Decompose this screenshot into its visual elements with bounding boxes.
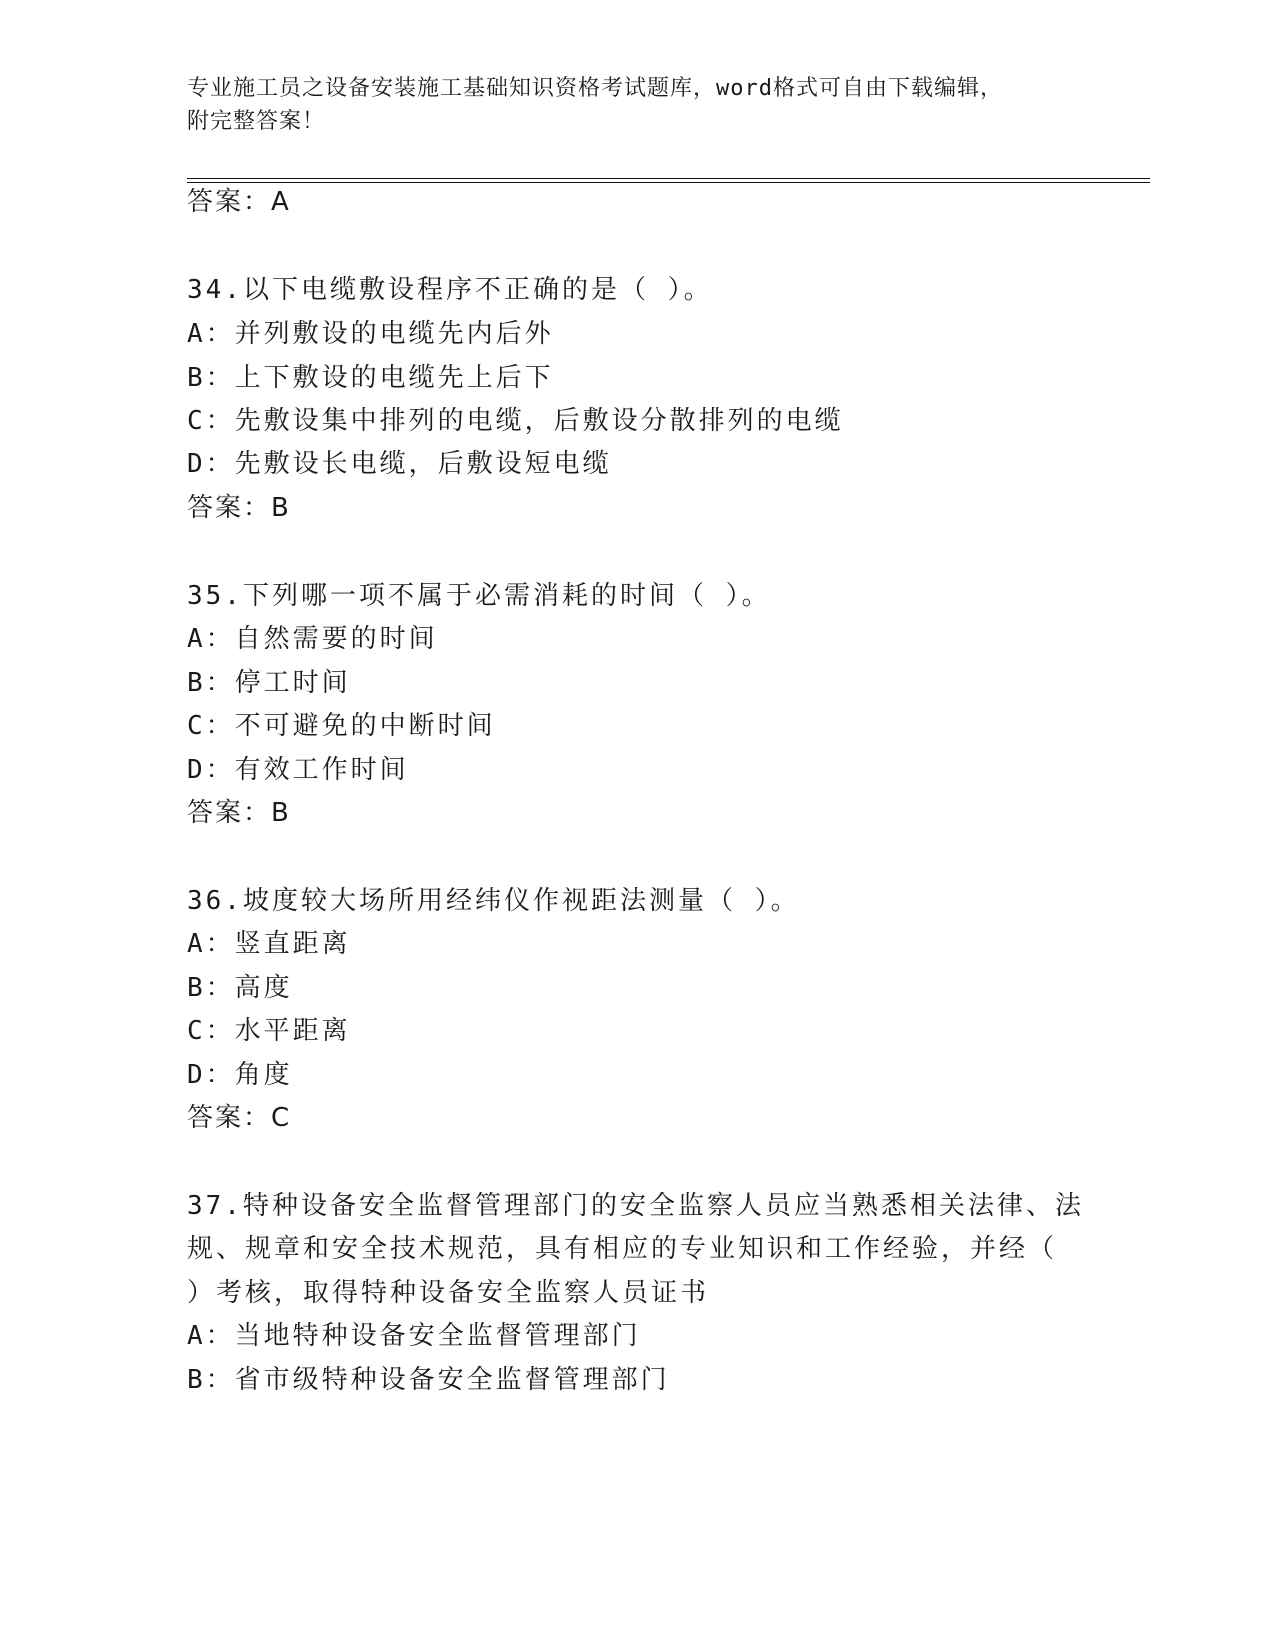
question-34-option-a: A：并列敷设的电缆先内后外	[187, 319, 554, 349]
question-37-stem-line-3: ）考核，取得特种设备安全监察人员证书	[187, 1278, 710, 1308]
question-37-option-a: A：当地特种设备安全监督管理部门	[187, 1321, 641, 1351]
answer-q36: 答案：C	[187, 1103, 292, 1133]
question-35-option-d: D：有效工作时间	[187, 755, 409, 785]
answer-q33: 答案：A	[187, 187, 291, 217]
question-34-option-b: B：上下敷设的电缆先上后下	[187, 363, 554, 393]
header-divider-top	[187, 178, 1150, 179]
question-37-stem-line-2: 规、规章和安全技术规范，具有相应的专业知识和工作经验，并经（	[187, 1234, 1058, 1264]
question-37-stem-line-1: 37.特种设备安全监督管理部门的安全监察人员应当熟悉相关法律、法	[187, 1191, 1084, 1221]
question-36-option-d: D：角度	[187, 1060, 293, 1090]
question-35-option-c: C：不可避免的中断时间	[187, 711, 496, 741]
question-35-option-a: A：自然需要的时间	[187, 624, 438, 654]
question-36-option-c: C：水平距离	[187, 1016, 351, 1046]
question-34-option-d: D：先敷设长电缆，后敷设短电缆	[187, 449, 612, 479]
question-34-option-c: C：先敷设集中排列的电缆，后敷设分散排列的电缆	[187, 406, 844, 436]
question-36-option-a: A：竖直距离	[187, 929, 351, 959]
question-35-option-b: B：停工时间	[187, 668, 351, 698]
document-header	[187, 72, 1067, 138]
header-line-2: 附完整答案！	[187, 109, 326, 134]
header-divider-bottom	[187, 182, 1150, 183]
question-36-option-b: B：高度	[187, 973, 293, 1003]
question-37-option-b: B：省市级特种设备安全监督管理部门	[187, 1365, 670, 1395]
question-35-stem: 35.下列哪一项不属于必需消耗的时间（ ）。	[187, 581, 771, 611]
header-line-1: 专业施工员之设备安装施工基础知识资格考试题库，word格式可自由下载编辑，	[187, 76, 1003, 101]
question-34-stem: 34.以下电缆敷设程序不正确的是（ ）。	[187, 275, 713, 305]
question-36-stem: 36.坡度较大场所用经纬仪作视距法测量（ ）。	[187, 886, 800, 916]
answer-q34: 答案：B	[187, 493, 291, 523]
answer-q35: 答案：B	[187, 798, 291, 828]
